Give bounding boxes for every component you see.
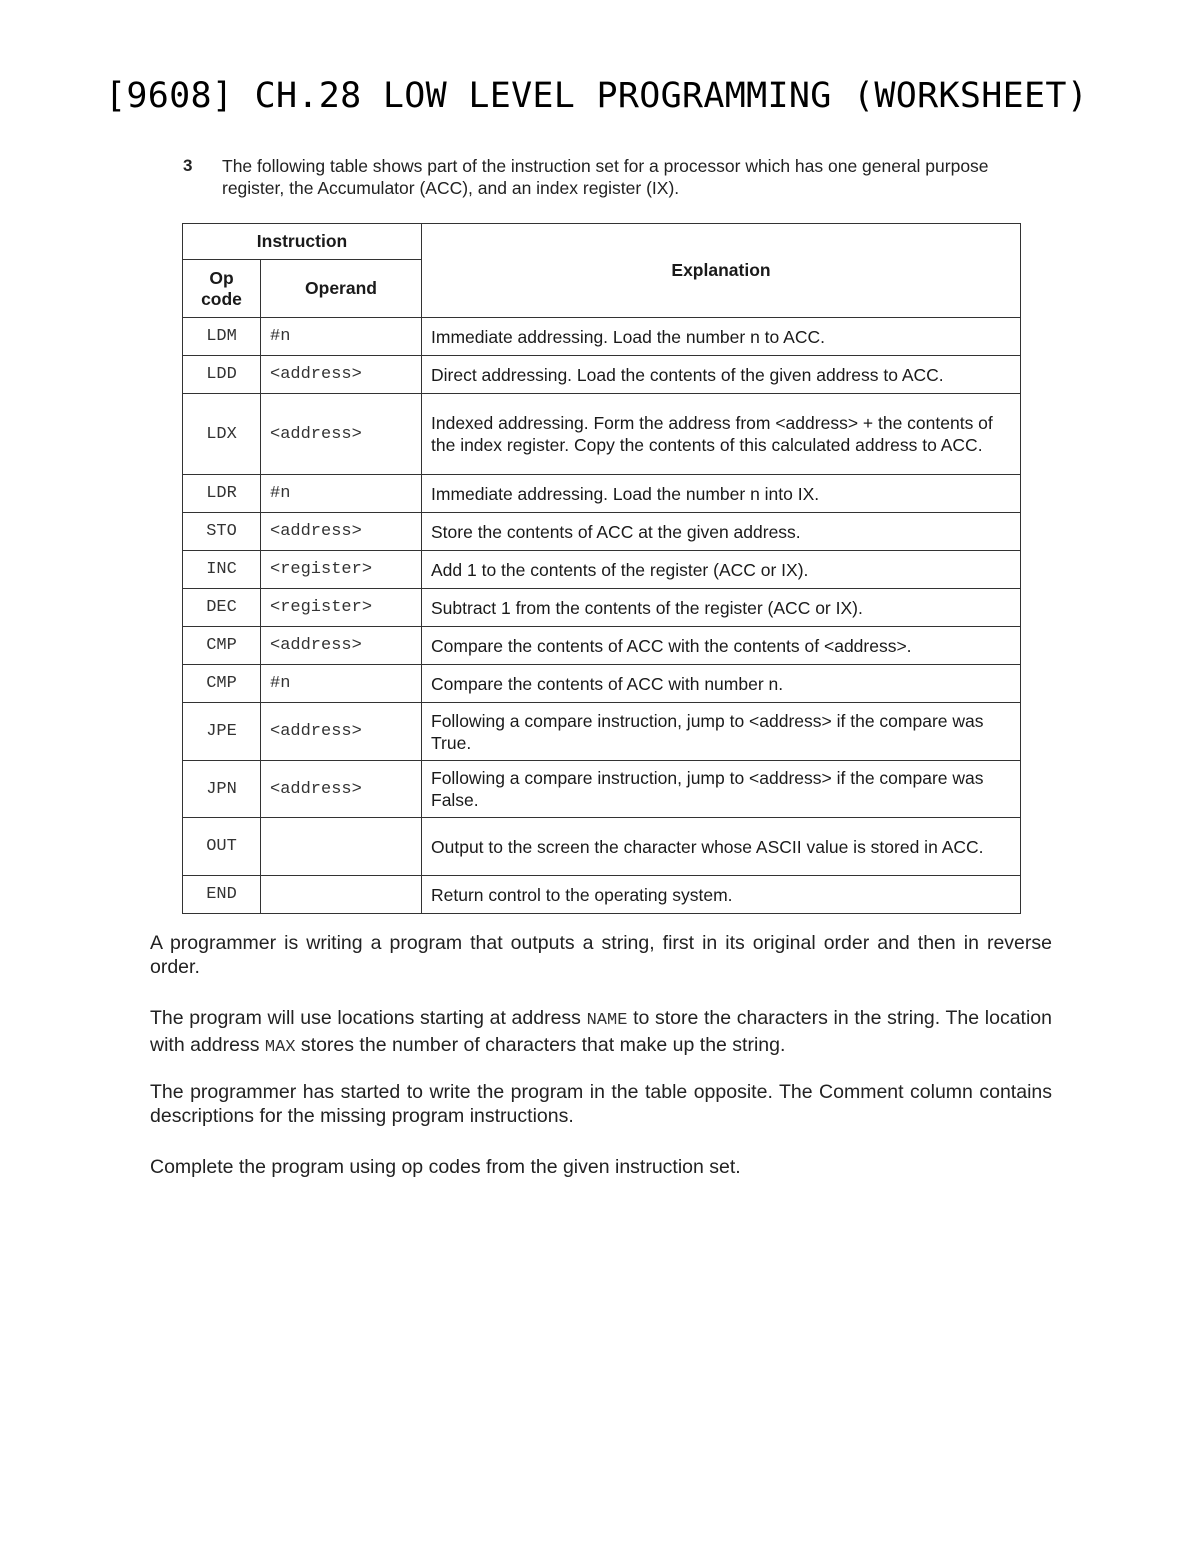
table-row (183, 318, 1021, 356)
opcode-cell: END (183, 876, 261, 914)
explanation-cell: Following a compare instruction, jump to <address> if the compare was True. (422, 703, 1021, 761)
explanation-cell: Following a compare instruction, jump to <address> if the compare was False. (422, 761, 1021, 818)
paragraph-2-text-b: to store the characters in the string. The location with address (150, 1007, 1052, 1056)
table-row (183, 665, 1021, 703)
paragraph-3: The programmer has started to write the program in the table opposite. The Comment column contains descriptions for the missing program instructions. (150, 1081, 1052, 1127)
operand-cell: #n (261, 318, 422, 356)
explanation-cell: Store the contents of ACC at the given address. (422, 513, 1021, 551)
explanation-cell: Direct addressing. Load the contents of the given address to ACC. (422, 356, 1021, 394)
opcode-cell: LDR (183, 475, 261, 513)
max-address: MAX (264, 1038, 296, 1057)
operand-cell: <address> (261, 394, 422, 475)
paragraph-4: Complete the program using op codes from the given instruction set. (150, 1156, 741, 1178)
explanation-cell: Immediate addressing. Load the number n into IX. (422, 475, 1021, 513)
paragraph-1: A programmer is writing a program that outputs a string, first in its original order and then in reverse order. (150, 932, 1052, 978)
operand-cell: <address> (261, 356, 422, 394)
table-row (183, 356, 1021, 394)
table-row (183, 551, 1021, 589)
explanation-cell: Subtract 1 from the contents of the register (ACC or IX). (422, 589, 1021, 627)
table-row (183, 761, 1021, 818)
operand-cell: <register> (261, 551, 422, 589)
table-row (183, 703, 1021, 761)
instruction-set-table (182, 223, 1021, 914)
question-intro: The following table shows part of the instruction set for a processor which has one general purpose register, the Accumulator (ACC), and an index register (IX). (222, 156, 989, 198)
table-row (183, 589, 1021, 627)
paragraph-2-text-c: stores the number of characters that make up the string. (295, 1034, 786, 1056)
header-opcode: Op code (183, 260, 261, 318)
explanation-cell: Add 1 to the contents of the register (ACC or IX). (422, 551, 1021, 589)
opcode-cell: INC (183, 551, 261, 589)
opcode-cell: CMP (183, 627, 261, 665)
opcode-cell: CMP (183, 665, 261, 703)
operand-cell: #n (261, 665, 422, 703)
operand-cell (261, 876, 422, 914)
explanation-cell: Return control to the operating system. (422, 876, 1021, 914)
operand-cell: <address> (261, 761, 422, 818)
opcode-cell: STO (183, 513, 261, 551)
table-row (183, 513, 1021, 551)
paragraph-2 (150, 1006, 1052, 1060)
opcode-cell: LDD (183, 356, 261, 394)
opcode-cell: LDX (183, 394, 261, 475)
table-row (183, 627, 1021, 665)
opcode-cell: DEC (183, 589, 261, 627)
explanation-cell: Compare the contents of ACC with number n. (422, 665, 1021, 703)
table-row (183, 394, 1021, 475)
page-title: [9608] CH.28 LOW LEVEL PROGRAMMING (WORKSHEET) (105, 76, 1089, 116)
opcode-cell: OUT (183, 818, 261, 876)
explanation-cell: Output to the screen the character whose ASCII value is stored in ACC. (422, 818, 1021, 876)
paragraph-2-text-a: The program will use locations starting at address (150, 1007, 587, 1029)
operand-cell: #n (261, 475, 422, 513)
instruction-rows (183, 318, 1021, 914)
operand-cell: <address> (261, 513, 422, 551)
explanation-cell: Immediate addressing. Load the number n to ACC. (422, 318, 1021, 356)
operand-cell: <register> (261, 589, 422, 627)
table-row (183, 876, 1021, 914)
table-row (183, 818, 1021, 876)
explanation-cell: Indexed addressing. Form the address from <address> + the contents of the index register. Copy the contents of this calculated address to ACC. (422, 394, 1021, 475)
opcode-cell: JPN (183, 761, 261, 818)
operand-cell: <address> (261, 627, 422, 665)
header-instruction: Instruction (183, 224, 422, 260)
opcode-cell: JPE (183, 703, 261, 761)
explanation-cell: Compare the contents of ACC with the contents of <address>. (422, 627, 1021, 665)
header-operand: Operand (261, 260, 422, 318)
question-number: 3 (183, 156, 193, 175)
name-address: NAME (586, 1011, 628, 1030)
operand-cell: <address> (261, 703, 422, 761)
header-explanation: Explanation (422, 224, 1021, 318)
opcode-cell: LDM (183, 318, 261, 356)
operand-cell (261, 818, 422, 876)
table-row (183, 475, 1021, 513)
